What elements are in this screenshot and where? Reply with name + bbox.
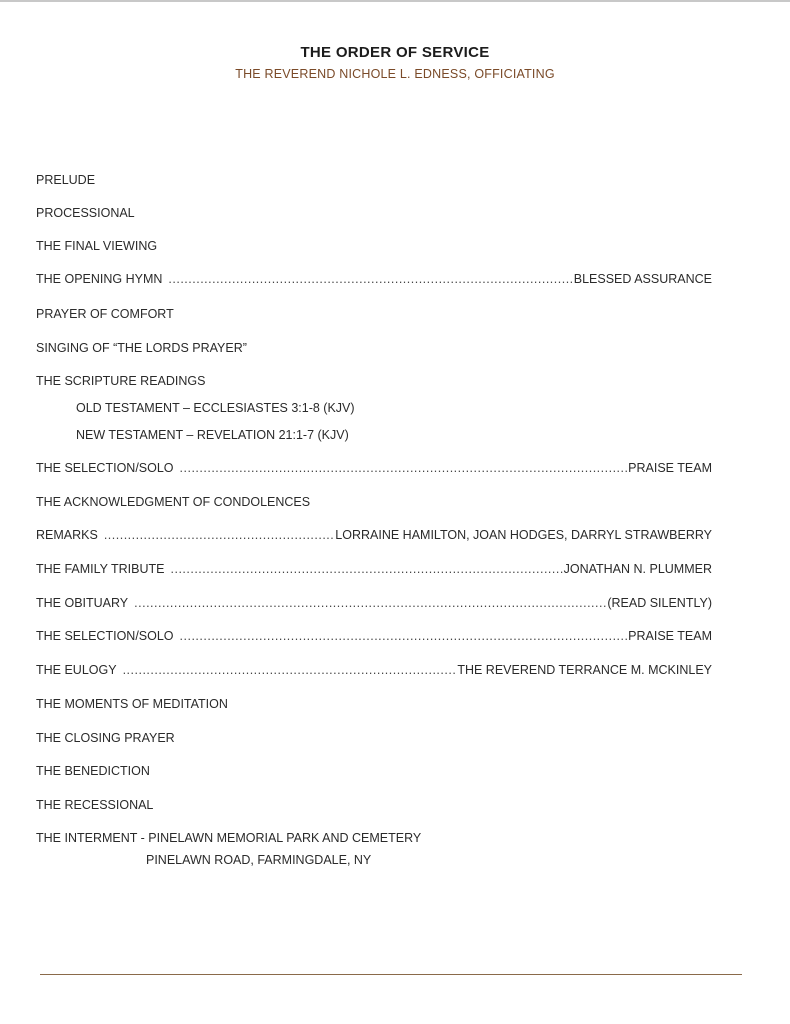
item-label: THE RECESSIONAL (36, 798, 154, 812)
service-item-prelude (36, 172, 712, 188)
item-value: JONATHAN N. PLUMMER (563, 562, 712, 576)
interment-address: PINELAWN ROAD, FARMINGDALE, NY (146, 853, 372, 867)
dot-leader (134, 595, 606, 611)
service-item-benediction (36, 763, 712, 779)
service-item-lords-prayer (36, 340, 712, 356)
item-label: THE SELECTION/SOLO (36, 629, 174, 643)
service-item-obituary (36, 595, 712, 611)
page-title: THE ORDER OF SERVICE (300, 44, 490, 61)
service-item-meditation (36, 696, 712, 712)
service-item-acknowledgment (36, 494, 712, 510)
service-item-interment (36, 830, 712, 846)
item-value: THE REVEREND TERRANCE M. MCKINLEY (457, 663, 712, 677)
item-label: PRAYER OF COMFORT (36, 307, 174, 321)
dot-leader (180, 460, 628, 476)
service-item-prayer-of-comfort (36, 306, 712, 322)
item-label: SINGING OF “THE LORDS PRAYER” (36, 341, 247, 355)
service-item-remarks (36, 527, 712, 543)
scripture-old-testament: OLD TESTAMENT – ECCLESIASTES 3:1-8 (KJV) (76, 401, 355, 415)
bottom-divider (40, 974, 742, 975)
item-label: THE BENEDICTION (36, 764, 150, 778)
top-edge-line (0, 0, 790, 2)
item-label: PROCESSIONAL (36, 206, 135, 220)
service-item-selection-solo-1 (36, 460, 712, 476)
service-item-scripture-readings (36, 373, 712, 389)
item-label: REMARKS (36, 528, 98, 542)
service-item-family-tribute (36, 561, 712, 577)
item-label: THE SCRIPTURE READINGS (36, 374, 206, 388)
service-item-eulogy (36, 662, 712, 678)
service-item-opening-hymn (36, 271, 712, 287)
service-item-selection-solo-2 (36, 628, 712, 644)
item-value: LORRAINE HAMILTON, JOAN HODGES, DARRYL STRAWBERRY (335, 528, 712, 542)
item-label: THE OPENING HYMN (36, 272, 163, 286)
item-label: THE FAMILY TRIBUTE (36, 562, 165, 576)
service-item-recessional (36, 797, 712, 813)
item-label: THE MOMENTS OF MEDITATION (36, 697, 228, 711)
item-label: THE EULOGY (36, 663, 117, 677)
item-value: PRAISE TEAM (628, 629, 712, 643)
item-value: (READ SILENTLY) (607, 596, 712, 610)
dot-leader (168, 271, 572, 287)
dot-leader (180, 628, 628, 644)
item-label: THE INTERMENT - PINELAWN MEMORIAL PARK AND CEMETERY (36, 831, 422, 845)
item-label: THE SELECTION/SOLO (36, 461, 174, 475)
service-item-closing-prayer (36, 730, 712, 746)
item-label: THE OBITUARY (36, 596, 129, 610)
dot-leader (123, 662, 457, 678)
item-label: PRELUDE (36, 173, 96, 187)
item-value: PRAISE TEAM (628, 461, 712, 475)
dot-leader (171, 561, 563, 577)
service-item-processional (36, 205, 712, 221)
dot-leader (104, 527, 334, 543)
item-value: BLESSED ASSURANCE (573, 272, 712, 286)
scripture-new-testament: NEW TESTAMENT – REVELATION 21:1-7 (KJV) (76, 428, 349, 442)
item-label: THE ACKNOWLEDGMENT OF CONDOLENCES (36, 495, 311, 509)
item-label: THE FINAL VIEWING (36, 239, 158, 253)
item-label: THE CLOSING PRAYER (36, 731, 175, 745)
program-header (0, 44, 790, 81)
officiant-line: THE REVEREND NICHOLE L. EDNESS, OFFICIATING (235, 67, 555, 81)
service-item-final-viewing (36, 238, 712, 254)
